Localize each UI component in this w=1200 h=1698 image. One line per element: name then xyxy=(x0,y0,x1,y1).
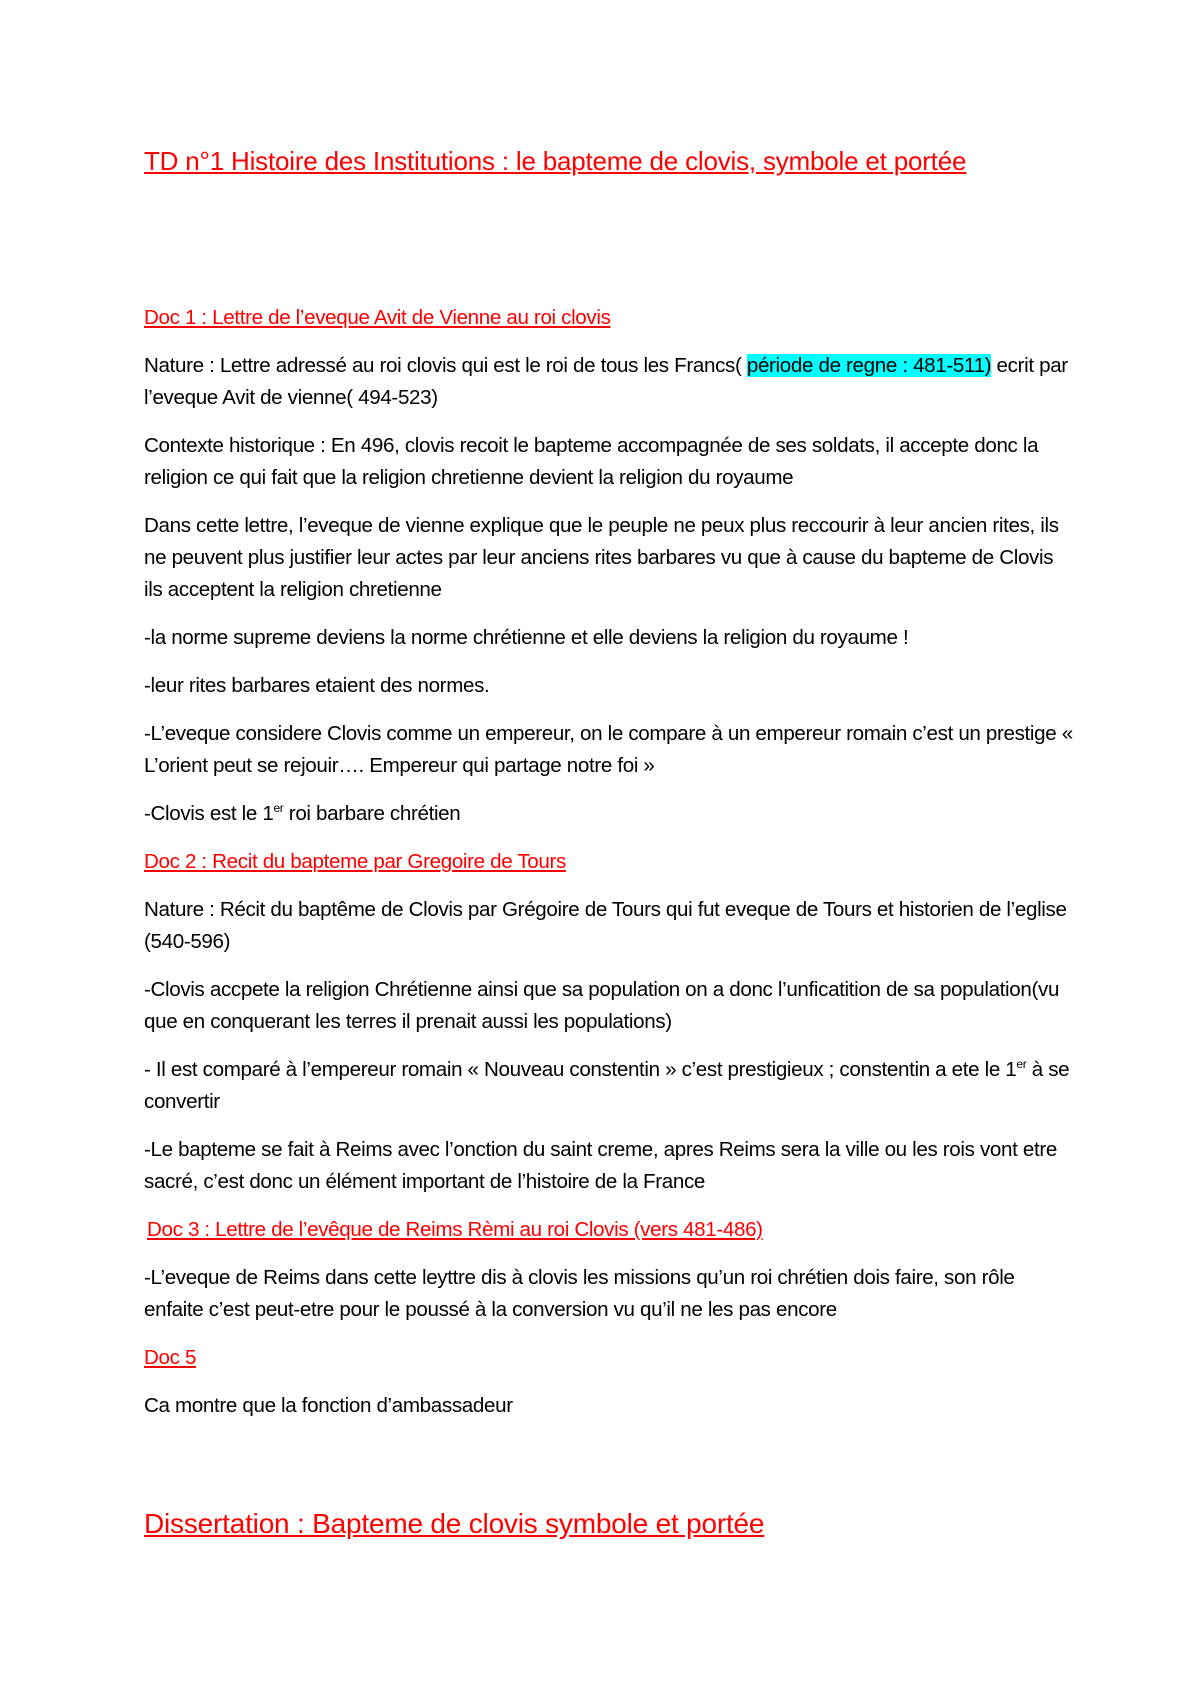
doc1-point: -L’eveque considere Clovis comme un empereur, on le compare à un empereur romain c’est un prestige « L’orient peut se rejouir…. Empereur qui partage notre foi » xyxy=(144,722,1073,777)
doc1-nature xyxy=(144,350,1074,414)
doc5-heading: Doc 5 xyxy=(144,1346,197,1369)
doc1-nature-text-end: ecrit par l’eveque Avit de vienne( 494-523) xyxy=(144,354,1068,409)
doc1-explication: Dans cette lettre, l’eveque de vienne explique que le peuple ne peux plus reccourir à leur ancien rites, ils ne peuvent plus justifier leur actes par leur anciens rites barbares vu que à cause du bapteme de Clovis ils acceptent la religion chretienne xyxy=(144,514,1059,601)
doc1-point4-text: -Clovis est le 1 xyxy=(144,802,274,825)
doc1-point: -la norme supreme deviens la norme chrétienne et elle deviens la religion du royaume ! xyxy=(144,626,909,649)
doc3-point: -L’eveque de Reims dans cette leyttre dis à clovis les missions qu’un roi chrétien dois faire, son rôle enfaite c’est peut-etre pour le poussé à la conversion vu qu’il ne les pas encore xyxy=(144,1266,1015,1321)
doc1-point: -leur rites barbares etaient des normes. xyxy=(144,674,490,697)
doc2-point2-text-end: à se convertir xyxy=(144,1058,1070,1113)
doc2-heading: Doc 2 : Recit du bapteme par Gregoire de Tours xyxy=(144,850,566,873)
doc1-heading: Doc 1 : Lettre de l’eveque Avit de Vienne au roi clovis xyxy=(144,306,611,329)
doc5-text: Ca montre que la fonction d’ambassadeur xyxy=(144,1394,513,1417)
doc2-nature: Nature : Récit du baptême de Clovis par Grégoire de Tours qui fut eveque de Tours et historien de l’eglise (540-596) xyxy=(144,898,1067,953)
doc1-point xyxy=(144,798,1074,830)
doc1-point4-sup: er xyxy=(273,801,284,815)
document-body xyxy=(144,302,1074,1438)
doc1-nature-text: Nature : Lettre adressé au roi clovis qui est le roi de tous les Francs( xyxy=(144,354,747,377)
doc2-point2-sup: er xyxy=(1016,1057,1027,1071)
doc1-point4-text-end: roi barbare chrétien xyxy=(283,802,461,825)
doc1-contexte: Contexte historique : En 496, clovis recoit le bapteme accompagnée de ses soldats, il accepte donc la religion ce qui fait que la religion chretienne devient la religion du royaume xyxy=(144,434,1039,489)
doc3-heading: Doc 3 : Lettre de l’evêque de Reims Rèmi au roi Clovis (vers 481-486) xyxy=(147,1218,763,1241)
doc1-nature-highlight: période de regne : 481-511) xyxy=(746,354,992,377)
page-title: TD n°1 Histoire des Institutions : le bapteme de clovis, symbole et portée xyxy=(144,146,967,176)
doc2-point: -Le bapteme se fait à Reims avec l’onction du saint creme, apres Reims sera la ville ou les rois vont etre sacré, c’est donc un élément important de l’histoire de la France xyxy=(144,1138,1057,1193)
doc2-point: -Clovis accpete la religion Chrétienne ainsi que sa population on a donc l’unficatition de sa population(vu que en conquerant les terres il prenait aussi les populations) xyxy=(144,978,1060,1033)
doc2-point2-text: - Il est comparé à l’empereur romain « Nouveau constentin » c’est prestigieux ; constentin a ete le 1 xyxy=(144,1058,1017,1081)
doc2-point xyxy=(144,1054,1074,1118)
dissertation-heading: Dissertation : Bapteme de clovis symbole et portée xyxy=(144,1508,765,1539)
